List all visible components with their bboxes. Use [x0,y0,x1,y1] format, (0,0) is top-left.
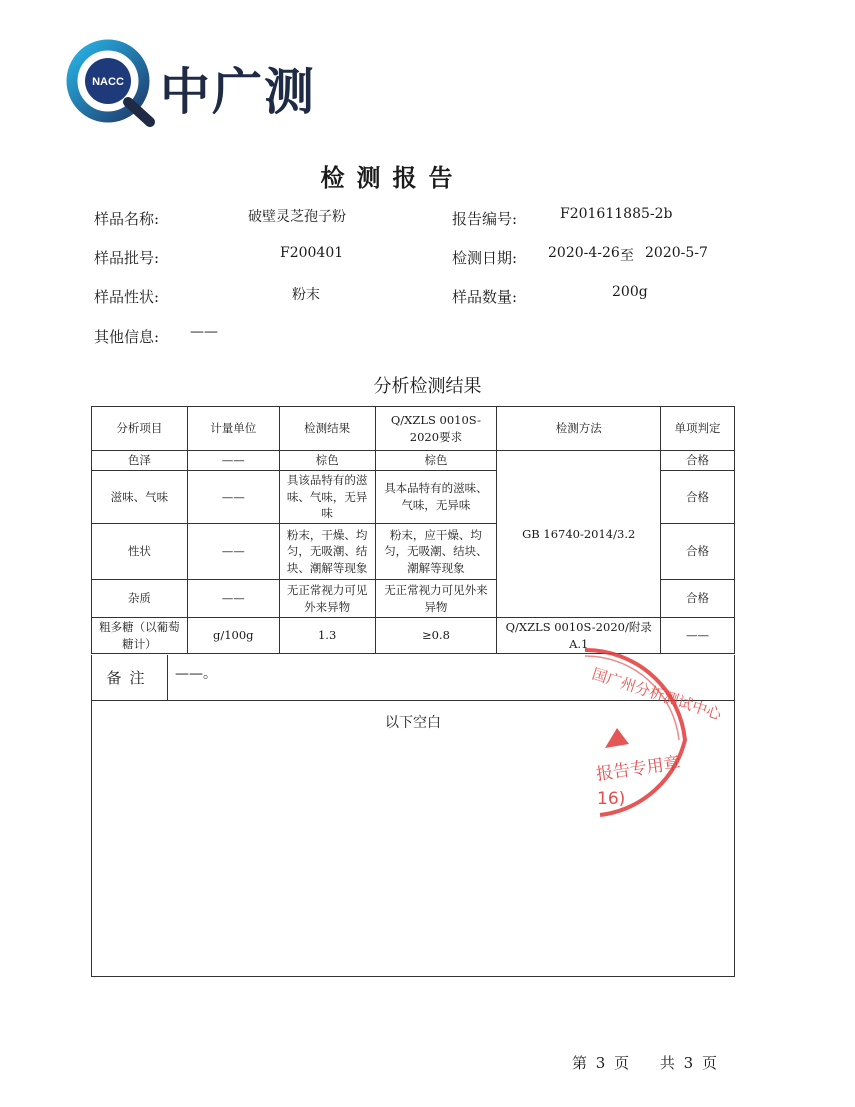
report-no: F201611885-2b [560,206,673,222]
row-requirement: 具本品特有的滋味、气味，无异味 [375,471,497,524]
table-header-row [92,407,735,451]
blank-below-text: 以下空白 [385,715,441,731]
test-date-separator: 至 [620,248,634,264]
row-result: 无正常视力可见外来异物 [279,580,375,618]
row-item: 杂质 [92,580,188,618]
row-verdict: —— [661,618,735,654]
sample-name-label: 样品名称: [94,210,160,228]
seal-text-top: 国广州分析测试中心 [589,664,724,724]
seal-text-bottom: 16) [597,789,626,809]
row-result: 粉末，干燥、均匀，无吸潮、结块、潮解等现象 [279,524,375,580]
row-unit: —— [187,471,279,524]
test-date-label: 检测日期: [452,249,518,267]
row-verdict: 合格 [661,471,735,524]
table-row [92,451,735,471]
batch-label: 样品批号: [94,249,160,267]
row-verdict: 合格 [661,580,735,618]
row-unit: —— [187,524,279,580]
header-requirement: Q/XZLS 0010S-2020要求 [375,407,497,451]
results-table [91,406,735,654]
row-requirement: ≥0.8 [375,618,497,654]
row-result: 具该品特有的滋味、气味，无异味 [279,471,375,524]
logo-name: 中广测 [160,63,316,121]
sample-state: 粉末 [292,287,320,303]
header-item: 分析项目 [92,407,188,451]
row-unit: g/100g [187,618,279,654]
row-verdict: 合格 [661,451,735,471]
seal-text-mid: 报告专用章 [594,753,682,785]
test-date-start: 2020-4-26 [548,245,620,261]
other-info: —— [190,324,218,340]
table-row [92,618,735,654]
row-method: Q/XZLS 0010S-2020/附录A.1 [497,618,661,654]
row-result: 棕色 [279,451,375,471]
row-result: 1.3 [279,618,375,654]
header-method: 检测方法 [497,407,661,451]
header-unit: 计量单位 [187,407,279,451]
report-no-label: 报告编号: [452,210,518,228]
row-item: 粗多糖（以葡萄糖计） [92,618,188,654]
sample-name: 破壁灵芝孢子粉 [248,209,346,225]
blank-area [91,700,735,977]
row-item: 性状 [92,524,188,580]
section-title: 分析检测结果 [373,376,482,397]
row-item: 滋味、气味 [92,471,188,524]
notes-value: ——。 [175,666,217,682]
page-number: 第 3 页 [572,1054,630,1072]
test-date-end: 2020-5-7 [645,245,708,261]
row-unit: —— [187,451,279,471]
sample-quantity: 200g [612,284,648,300]
row-unit: —— [187,580,279,618]
row-verdict: 合格 [661,524,735,580]
header-result: 检测结果 [279,407,375,451]
logo-badge-text: NACC [92,76,124,88]
row-requirement: 无正常视力可见外来异物 [375,580,497,618]
page-total: 共 3 页 [659,1054,717,1072]
shared-method: GB 16740-2014/3.2 [497,451,661,618]
row-item: 色泽 [92,451,188,471]
notes-label: 备注 [92,655,168,700]
row-requirement: 棕色 [375,451,497,471]
notes-box [91,655,735,701]
document-title: 检测报告 [320,163,465,192]
row-requirement: 粉末，应干燥、均匀，无吸潮、结块、潮解等现象 [375,524,497,580]
other-info-label: 其他信息: [94,328,160,346]
sample-state-label: 样品性状: [94,288,160,306]
header-verdict: 单项判定 [661,407,735,451]
page-footer [550,1052,717,1073]
sample-quantity-label: 样品数量: [452,288,518,306]
batch-value: F200401 [280,245,344,261]
